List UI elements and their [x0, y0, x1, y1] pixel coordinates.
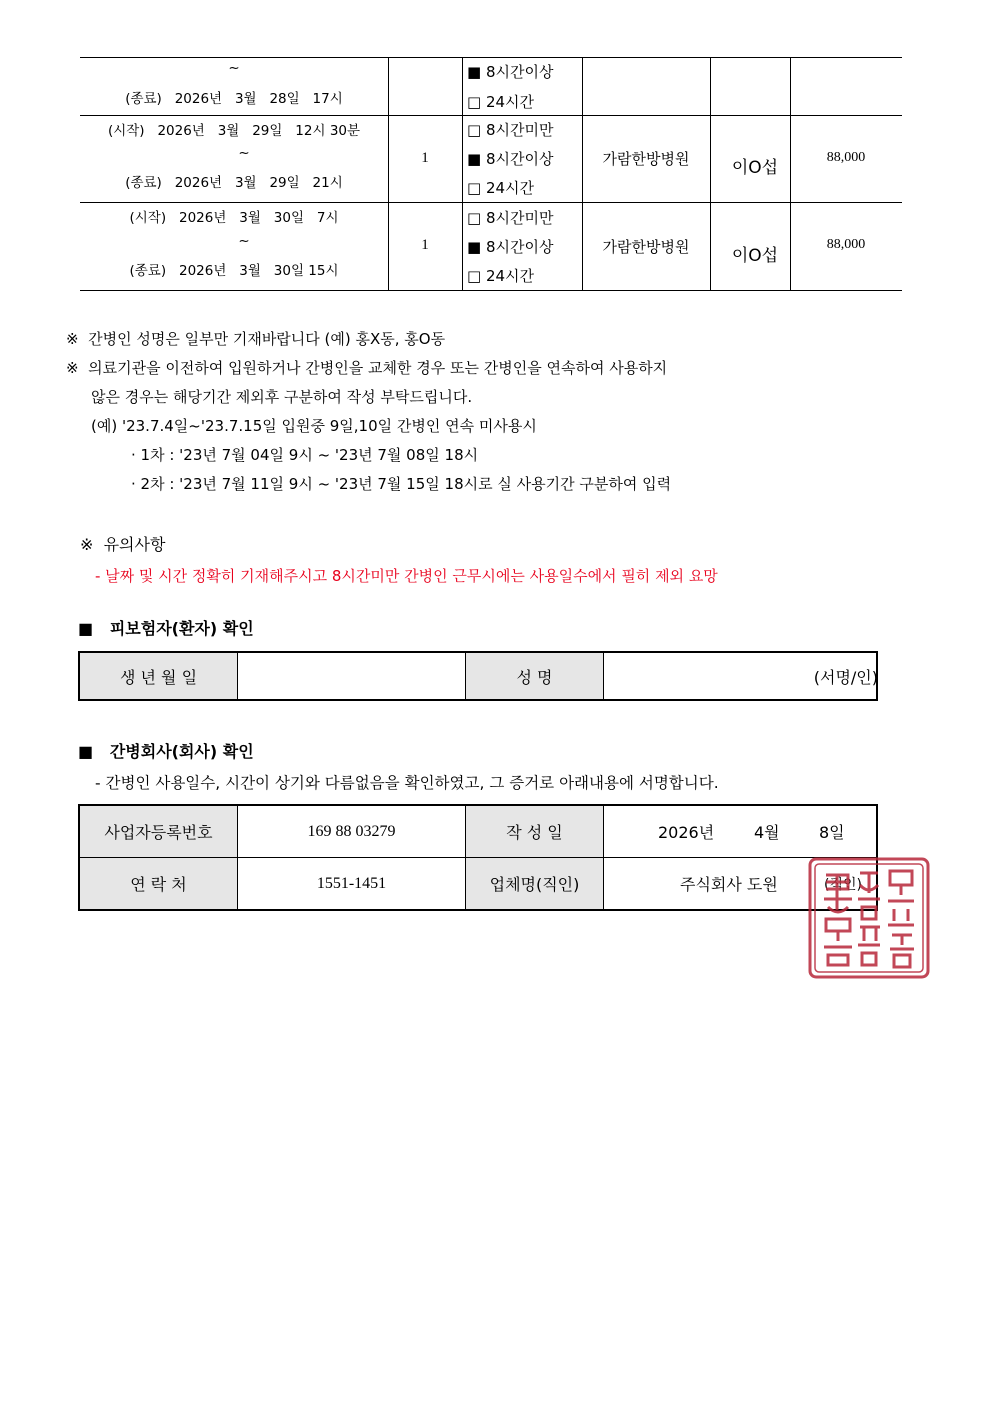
date-year: 2026년 — [658, 823, 715, 842]
option-item — [467, 265, 534, 286]
caregiver-name: 이O섭 — [731, 246, 779, 266]
note-example-item: · 2차 : '23년 7월 11일 9시 ~ '23년 7월 15일 18시로 실 사용기간 구분하여 입력 — [131, 475, 672, 493]
date-month: 4월 — [754, 823, 780, 842]
table-col-divider — [462, 57, 463, 290]
amount: 88,000 — [826, 237, 866, 252]
option-item — [467, 207, 553, 228]
empty-checkbox-icon: □ — [467, 121, 482, 139]
contact-label: 연 락 처 — [80, 858, 238, 909]
period-separator: ~ — [238, 145, 250, 161]
hospital-name: 가람한방병원 — [602, 150, 690, 168]
option-item — [467, 148, 553, 169]
period-end: (종료) 2026년 3월 30일 15시 — [129, 263, 339, 279]
bizno-value: 169 88 03279 — [238, 806, 466, 858]
caregiver-name: 이O섭 — [731, 158, 779, 178]
option-label: 8시간미만 — [485, 209, 554, 227]
reference-mark-icon: ※ — [80, 535, 94, 554]
note-text: 의료기관을 이전하여 입원하거나 간병인을 교체한 경우 또는 간병인을 연속하여 사용하지 — [88, 359, 668, 377]
bizno-label: 사업자등록번호 — [80, 806, 238, 858]
caution-title: 유의사항 — [103, 535, 166, 554]
note-line — [66, 357, 667, 378]
name-label: 성 명 — [466, 653, 604, 699]
period-start: (시작) 2026년 3월 29일 12시 30분 — [107, 123, 361, 139]
option-label: 8시간이상 — [485, 150, 554, 168]
option-label: 24시간 — [485, 93, 535, 111]
square-bullet-icon: ■ — [78, 742, 94, 761]
period-separator: ~ — [238, 233, 250, 249]
sign-label: (서명/인) — [813, 667, 878, 687]
days-count: 1 — [421, 237, 429, 253]
company-label: 업체명(직인) — [466, 858, 604, 909]
note-text: 간병인 성명은 일부만 기재바랍니다 (예) 홍X동, 홍O동 — [88, 330, 446, 348]
reference-mark-icon: ※ — [66, 330, 79, 348]
table-col-divider — [388, 57, 389, 290]
period-end: (종료) 2026년 3월 29일 21시 — [125, 175, 343, 191]
empty-checkbox-icon: □ — [467, 267, 482, 285]
option-label: 24시간 — [485, 267, 535, 285]
section-title: 간병회사(회사) 확인 — [109, 742, 254, 761]
table-rule — [80, 290, 902, 291]
name-signature-field[interactable] — [604, 653, 876, 699]
seal-label: (직인) — [824, 876, 862, 893]
option-label: 8시간이상 — [485, 238, 554, 256]
section-title: 피보험자(환자) 확인 — [109, 619, 254, 638]
option-item — [467, 91, 534, 112]
days-count: 1 — [421, 150, 429, 166]
empty-checkbox-icon: □ — [467, 179, 482, 197]
date-value — [604, 806, 876, 858]
filled-checkbox-icon: ■ — [467, 238, 482, 256]
caution-text: - 날짜 및 시간 정확히 기재해주시고 8시간미만 간병인 근무시에는 사용일수에서 필히 제외 요망 — [95, 567, 718, 585]
filled-checkbox-icon: ■ — [467, 63, 482, 81]
square-bullet-icon: ■ — [78, 619, 94, 638]
option-item — [467, 61, 553, 82]
table-rule — [80, 115, 902, 116]
company-name: 주식회사 도원 — [680, 875, 778, 894]
section-heading — [78, 739, 254, 762]
empty-checkbox-icon: □ — [467, 209, 482, 227]
company-description: - 간병인 사용일수, 시간이 상기와 다름없음을 확인하였고, 그 증거로 아래내용에 서명합니다. — [95, 774, 719, 792]
section-heading — [78, 616, 254, 639]
option-label: 24시간 — [485, 179, 535, 197]
option-label: 8시간미만 — [485, 121, 554, 139]
company-seal-stamp — [806, 855, 932, 981]
date-day: 8일 — [819, 823, 845, 842]
table-rule — [80, 202, 902, 203]
note-example-item: · 1차 : '23년 7월 04일 9시 ~ '23년 7월 08일 18시 — [131, 446, 479, 464]
period-start: (시작) 2026년 3월 30일 7시 — [129, 210, 339, 226]
patient-confirm-table — [78, 651, 878, 701]
caution-title-line — [80, 532, 165, 555]
option-item — [467, 177, 534, 198]
table-rule — [80, 57, 902, 58]
reference-mark-icon: ※ — [66, 359, 79, 377]
birth-label: 생 년 월 일 — [80, 653, 238, 699]
note-example: (예) '23.7.4일~'23.7.15일 입원중 9일,10일 간병인 연속 미사용시 — [91, 417, 537, 435]
amount: 88,000 — [826, 150, 866, 165]
contact-value: 1551-1451 — [238, 858, 466, 909]
filled-checkbox-icon: ■ — [467, 150, 482, 168]
note-text: 않은 경우는 해당기간 제외후 구분하여 작성 부탁드립니다. — [91, 388, 473, 406]
period-separator: ~ — [228, 60, 240, 76]
date-label: 작 성 일 — [466, 806, 604, 858]
company-confirm-table — [78, 804, 878, 911]
birth-field[interactable] — [238, 653, 466, 699]
option-item — [467, 119, 553, 140]
note-line — [66, 328, 445, 349]
period-end: (종료) 2026년 3월 28일 17시 — [125, 91, 343, 107]
option-label: 8시간이상 — [485, 63, 554, 81]
hospital-name: 가람한방병원 — [602, 238, 690, 256]
empty-checkbox-icon: □ — [467, 93, 482, 111]
option-item — [467, 236, 553, 257]
